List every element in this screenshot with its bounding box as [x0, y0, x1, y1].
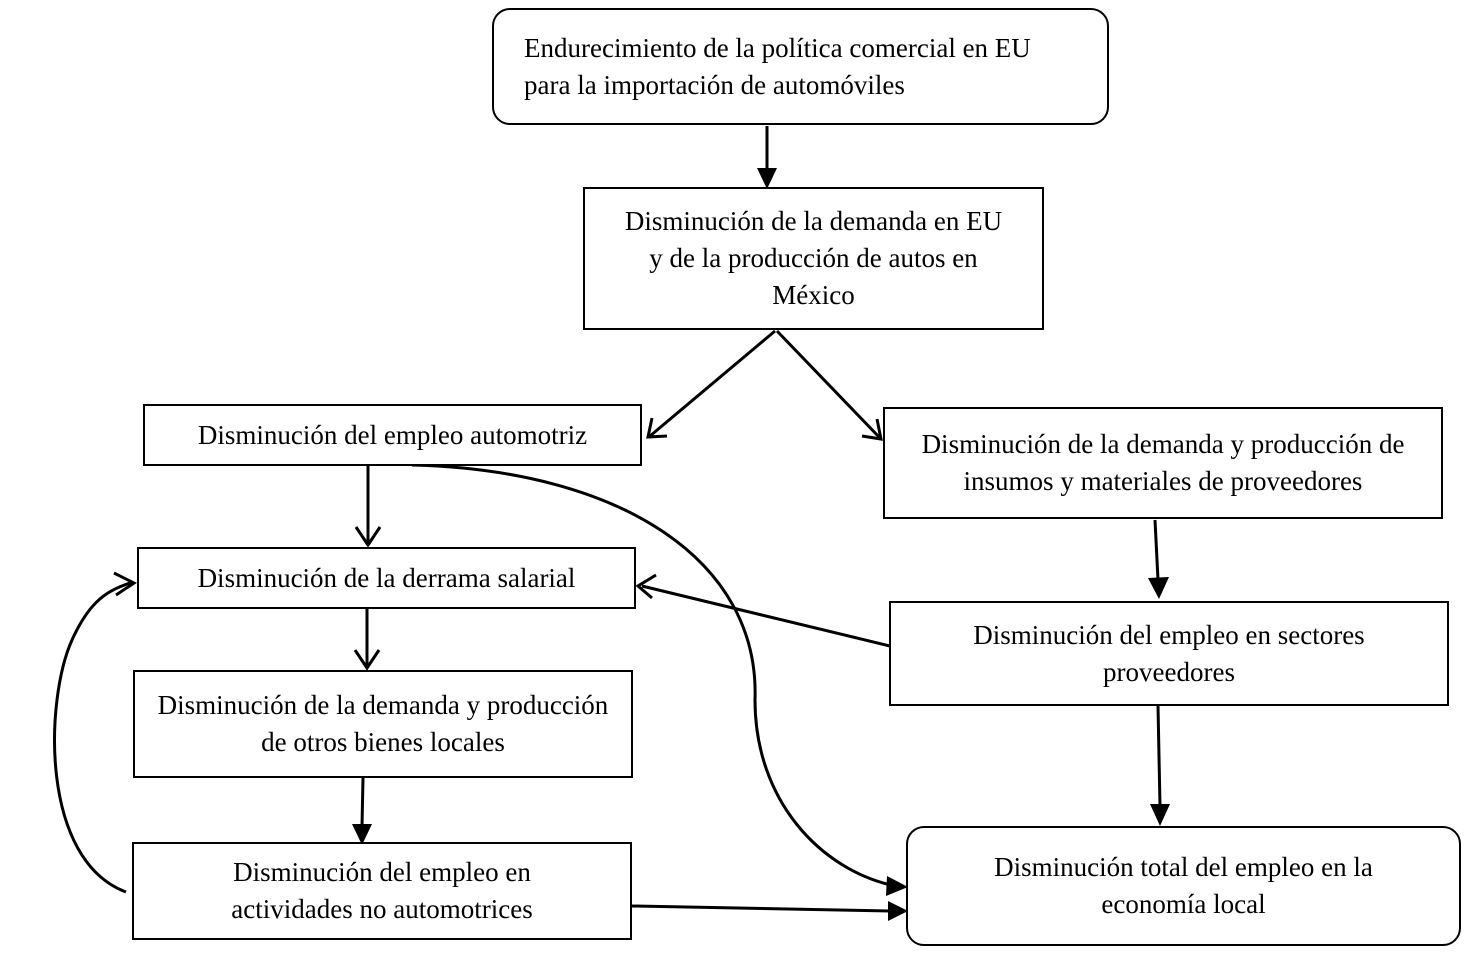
node-total-employment [906, 826, 1461, 946]
node-wage-spill-label: Disminución de la derrama salarial [197, 562, 576, 593]
node-local-goods-label: Disminución de la demanda y producción de otros bienes locales [157, 690, 609, 757]
node-supplier-employment [889, 601, 1449, 706]
arrow-demand-to-supplier-inputs [777, 331, 880, 438]
node-local-goods [133, 670, 633, 778]
node-supplier-inputs [883, 407, 1443, 519]
node-non-auto-employment-label: Disminución del empleo en actividades no automotrices [231, 857, 533, 924]
arrow-feedback-loop [55, 582, 133, 892]
node-supplier-employment-label: Disminución del empleo en sectores proveedores [973, 619, 1365, 687]
node-non-auto-employment [132, 842, 632, 940]
node-demand-production-label: Disminución de la demanda en EU y de la producción de autos en México [624, 206, 1003, 310]
arrow-non-auto-to-total [632, 906, 890, 911]
node-auto-employment-label: Disminución del empleo automotriz [197, 419, 588, 450]
arrow-supplier-employment-to-total [1158, 706, 1160, 806]
node-policy-label: Endurecimiento de la política comercial en EU para la importación de automóviles [524, 32, 1031, 100]
node-auto-employment [143, 404, 642, 466]
arrow-demand-to-auto-employment [650, 331, 775, 436]
arrow-supplier-employment-to-wage [642, 586, 890, 646]
node-wage-spill [137, 547, 636, 609]
node-total-employment-label: Disminución total del empleo en la economía local [994, 852, 1373, 919]
arrow-local-goods-to-non-auto [362, 778, 363, 826]
arrow-supplier-inputs-to-employment [1155, 520, 1158, 580]
node-policy [492, 8, 1109, 125]
node-supplier-inputs-label: Disminución de la demanda y producción de insumos y materiales de proveedores [921, 429, 1405, 496]
node-demand-production [583, 187, 1044, 330]
